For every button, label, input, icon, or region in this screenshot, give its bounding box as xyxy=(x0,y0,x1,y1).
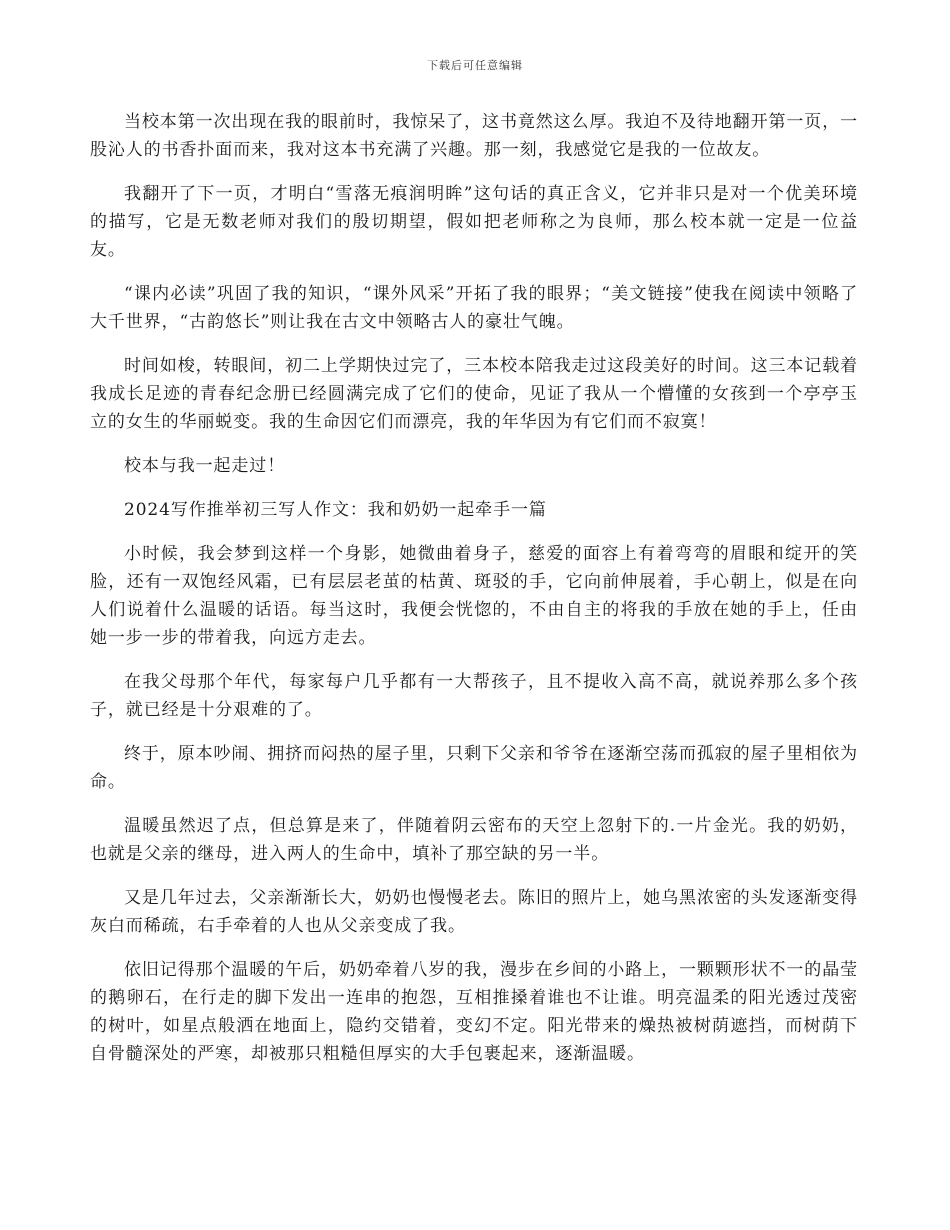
page-header: 下载后可任意编辑 xyxy=(427,59,523,72)
paragraph: 依旧记得那个温暖的午后，奶奶牵着八岁的我，漫步在乡间的小路上，一颗颗形状不一的晶莹的鹅卵石，在行走的脚下发出一连串的抱怨，互相推搡着谁也不让谁。明亮温柔的阳光透过茂密的树叶，如星点般洒在地面上，隐约交错着，变幻不定。阳光带来的燥热被树荫遮挡，而树荫下自骨髓深处的严寒，却被那只粗糙但厚实的大手包裹起来，逐渐温暖。 xyxy=(90,960,858,1064)
paragraph: 又是几年过去，父亲渐渐长大，奶奶也慢慢老去。陈旧的照片上，她乌黑浓密的头发逐渐变得灰白而稀疏，右手牵着的人也从父亲变成了我。 xyxy=(90,888,858,936)
paragraph: 时间如梭，转眼间，初二上学期快过完了，三本校本陪我走过这段美好的时间。这三本记载着我成长足迹的青春纪念册已经圆满完成了它们的使命，见证了我从一个懵懂的女孩到一个亭亭玉立的女生的华丽蜕变。我的生命因它们而漂亮，我的年华因为有它们而不寂寞！ xyxy=(90,356,858,432)
paragraph: 在我父母那个年代，每家每户几乎都有一大帮孩子，且不提收入高不高，就说养那么多个孩子，就已经是十分艰难的了。 xyxy=(90,672,858,720)
paragraph: 小时候，我会梦到这样一个身影，她微曲着身子，慈爱的面容上有着弯弯的眉眼和绽开的笑脸，还有一双饱经风霜，已有层层老茧的枯黄、斑驳的手，它向前伸展着，手心朝上，似是在向人们说着什么温暖的话语。每当这时，我便会恍惚的，不由自主的将我的手放在她的手上，任由她一步一步的带着我，向远方走去。 xyxy=(90,544,858,648)
paragraph: 当校本第一次出现在我的眼前时，我惊呆了，这书竟然这么厚。我迫不及待地翻开第一页，一股沁人的书香扑面而来，我对这本书充满了兴趣。那一刻，我感觉它是我的一位故友。 xyxy=(90,112,858,160)
paragraph: “课内必读”巩固了我的知识，“课外风采”开拓了我的眼界；“美文链接”使我在阅读中领略了大千世界，“古韵悠长”则让我在古文中领略古人的豪壮气魄。 xyxy=(90,284,858,332)
document-body xyxy=(90,108,858,1084)
essay-title: 2024写作推举初三写人作文：我和奶奶一起牵手一篇 xyxy=(124,500,547,520)
paragraph: 我翻开了下一页，才明白“雪落无痕润明眸”这句话的真正含义，它并非只是对一个优美环境的描写，它是无数老师对我们的殷切期望，假如把老师称之为良师，那么校本就一定是一位益友。 xyxy=(90,184,858,260)
paragraph: 终于，原本吵闹、拥挤而闷热的屋子里，只剩下父亲和爷爷在逐渐空荡而孤寂的屋子里相依为命。 xyxy=(90,744,858,792)
paragraph: 温暖虽然迟了点，但总算是来了，伴随着阴云密布的天空上忽射下的.一片金光。我的奶奶，也就是父亲的继母，进入两人的生命中，填补了那空缺的另一半。 xyxy=(90,816,858,864)
paragraph: 校本与我一起走过！ xyxy=(124,456,286,476)
